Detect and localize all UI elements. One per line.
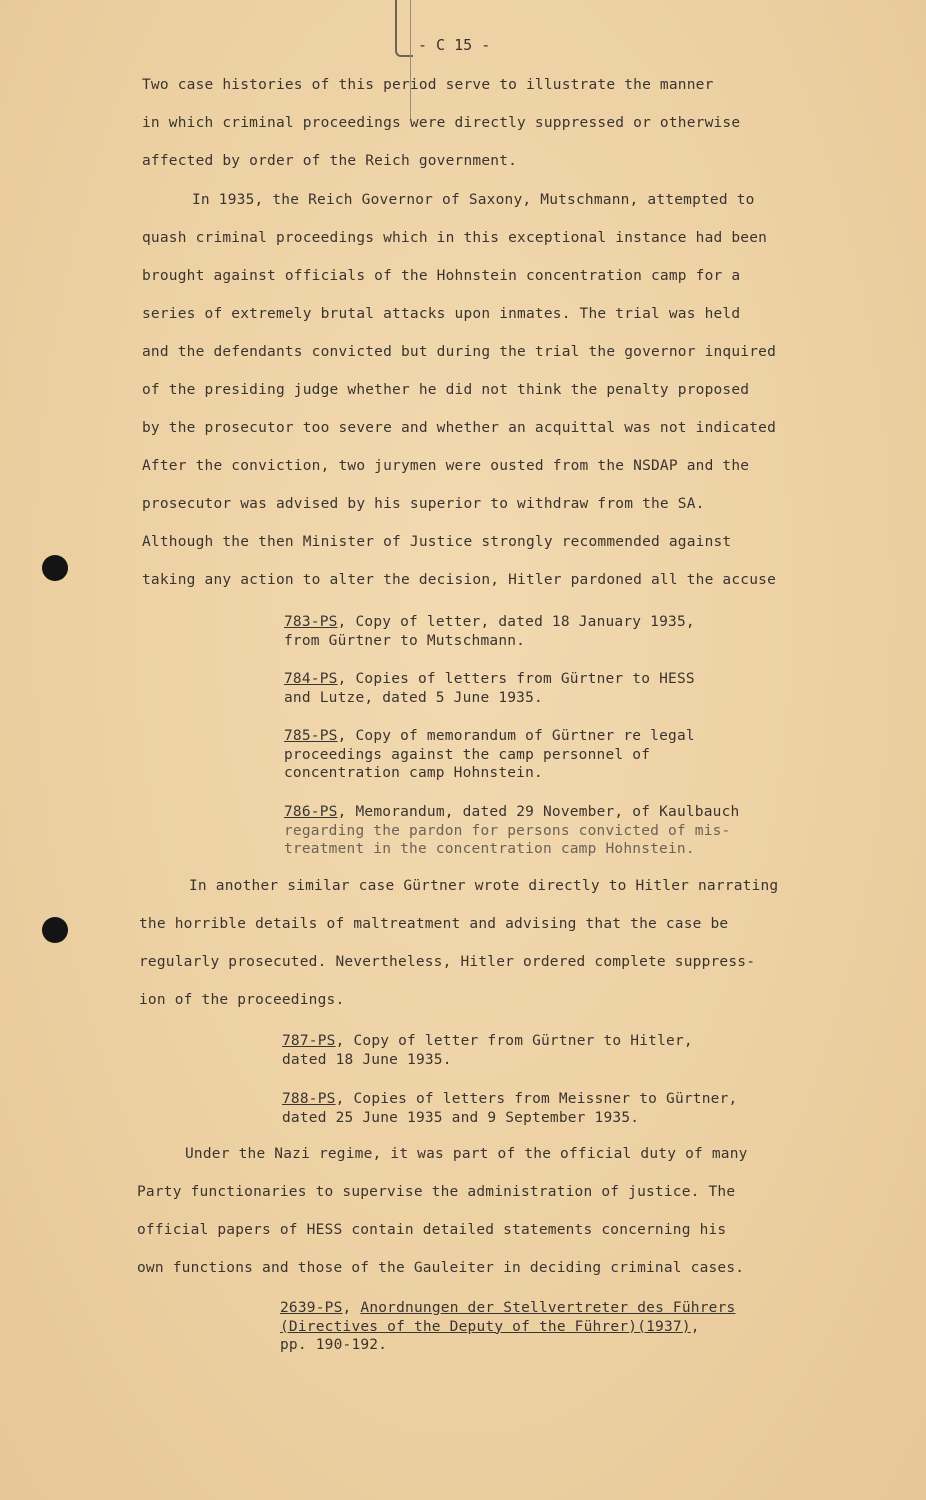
reference-id: 784-PS bbox=[284, 671, 338, 687]
reference-pages: pp. 190-192. bbox=[280, 1337, 388, 1353]
reference-text: Copy of letter from Gürtner to Hitler, bbox=[353, 1033, 693, 1049]
text-line: in which criminal proceedings were directly suppressed or otherwise bbox=[142, 115, 741, 131]
reference-text: Copies of letters from Meissner to Gürtner, bbox=[353, 1091, 738, 1107]
reference-text: Copy of letter, dated 18 January 1935, bbox=[355, 614, 695, 630]
text-line: After the conviction, two jurymen were ousted from the NSDAP and the bbox=[142, 458, 750, 474]
text-line: Under the Nazi regime, it was part of the official duty of many bbox=[185, 1146, 748, 1162]
text-line: In another similar case Gürtner wrote directly to Hitler narrating bbox=[189, 878, 779, 894]
text-line: Two case histories of this period serve to illustrate the manner bbox=[142, 77, 714, 93]
reference-text: Copy of memorandum of Gürtner re legal bbox=[355, 728, 695, 744]
page-number: - C 15 - bbox=[418, 36, 491, 54]
reference-text: concentration camp Hohnstein. bbox=[284, 765, 543, 781]
reference-id: 788-PS bbox=[282, 1091, 336, 1107]
document-reference: 2639-PS, Anordnungen der Stellvertreter des Führers (Directives of the Deputy of the Führer)(1937), pp. 190-192. bbox=[280, 1300, 736, 1353]
document-reference: 784-PS, Copies of letters from Gürtner to HESS and Lutze, dated 5 June 1935. bbox=[284, 671, 695, 706]
reference-text: Memorandum, dated 29 November, of Kaulbauch bbox=[355, 804, 740, 820]
text-line: regularly prosecuted. Nevertheless, Hitler ordered complete suppress- bbox=[139, 954, 756, 970]
document-reference: 788-PS, Copies of letters from Meissner to Gürtner, dated 25 June 1935 and 9 September 1935. bbox=[282, 1091, 738, 1126]
reference-text: regarding the pardon for persons convicted of mis- bbox=[284, 822, 731, 839]
text-line: of the presiding judge whether he did not think the penalty proposed bbox=[142, 382, 750, 398]
document-reference: 785-PS, Copy of memorandum of Gürtner re legal proceedings against the camp personnel of concentration camp Hohnstein. bbox=[284, 728, 695, 781]
reference-title: Anordnungen der Stellvertreter des Führers bbox=[360, 1300, 736, 1316]
reference-text: treatment in the concentration camp Hohnstein. bbox=[284, 841, 695, 857]
reference-id: 783-PS bbox=[284, 614, 338, 630]
text-line: the horrible details of maltreatment and advising that the case be bbox=[139, 916, 729, 932]
text-line: In 1935, the Reich Governor of Saxony, Mutschmann, attempted to bbox=[192, 192, 755, 208]
document-reference: 787-PS, Copy of letter from Gürtner to Hitler, dated 18 June 1935. bbox=[282, 1033, 693, 1068]
document-reference: 783-PS, Copy of letter, dated 18 January 1935, from Gürtner to Mutschmann. bbox=[284, 614, 695, 649]
text-line: Party functionaries to supervise the administration of justice. The bbox=[137, 1184, 736, 1200]
text-line: official papers of HESS contain detailed statements concerning his bbox=[137, 1222, 727, 1238]
text-line: affected by order of the Reich government. bbox=[142, 153, 518, 169]
document-reference: 786-PS, Memorandum, dated 29 November, of Kaulbauch regarding the pardon for persons convicted of mis- treatment in the concentration camp Hohnstein. bbox=[284, 804, 740, 857]
punch-hole bbox=[42, 917, 68, 943]
text-line: prosecutor was advised by his superior to withdraw from the SA. bbox=[142, 496, 705, 512]
text-line: series of extremely brutal attacks upon inmates. The trial was held bbox=[142, 306, 741, 322]
reference-id: 787-PS bbox=[282, 1033, 336, 1049]
text-line: brought against officials of the Hohnstein concentration camp for a bbox=[142, 268, 741, 284]
text-line: Although the then Minister of Justice strongly recommended against bbox=[142, 534, 732, 550]
text-line: taking any action to alter the decision, Hitler pardoned all the accuse bbox=[142, 572, 777, 588]
reference-id: 2639-PS bbox=[280, 1300, 343, 1316]
punch-hole bbox=[42, 555, 68, 581]
reference-text: and Lutze, dated 5 June 1935. bbox=[284, 689, 543, 706]
reference-id: 785-PS bbox=[284, 728, 338, 744]
paper-crease bbox=[410, 0, 411, 120]
reference-text: from Gürtner to Mutschmann. bbox=[284, 632, 526, 649]
reference-text: , bbox=[690, 1318, 700, 1335]
reference-text: dated 18 June 1935. bbox=[282, 1051, 452, 1068]
reference-id: 786-PS bbox=[284, 804, 338, 820]
text-line: quash criminal proceedings which in this exceptional instance had been bbox=[142, 230, 768, 246]
reference-text: proceedings against the camp personnel of bbox=[284, 746, 651, 763]
text-line: and the defendants convicted but during the trial the governor inquired bbox=[142, 344, 777, 360]
text-line: own functions and those of the Gauleiter in deciding criminal cases. bbox=[137, 1260, 745, 1276]
text-line: ion of the proceedings. bbox=[139, 992, 345, 1008]
reference-title: (Directives of the Deputy of the Führer)(1937) bbox=[280, 1318, 691, 1335]
reference-text: dated 25 June 1935 and 9 September 1935. bbox=[282, 1109, 640, 1126]
reference-text: Copies of letters from Gürtner to HESS bbox=[355, 671, 695, 687]
text-line: by the prosecutor too severe and whether an acquittal was not indicated bbox=[142, 420, 777, 436]
